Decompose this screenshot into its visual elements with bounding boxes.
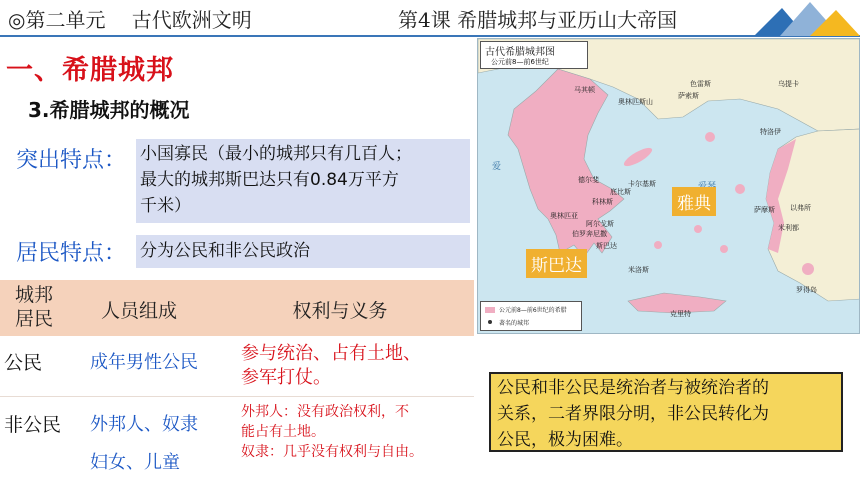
feature-line: 最大的城邦斯巴达只有0.84万平方: [140, 170, 399, 190]
row-rights: [241, 342, 421, 390]
unit-title: ◎第二单元 古代欧洲文明: [8, 8, 252, 32]
place-label: 以弗所: [790, 204, 811, 212]
rights-line: 参军打仗。: [241, 367, 331, 388]
sea-label: 爱: [492, 162, 502, 172]
map-title-box: [480, 41, 588, 69]
slide-header: [0, 0, 860, 38]
header-text: 城邦: [14, 284, 53, 306]
place-label: 德尔斐: [578, 176, 599, 184]
greek-city-states-map: [477, 38, 860, 334]
member-line: 外邦人、奴隶: [90, 414, 198, 435]
place-label: 斯巴达: [596, 242, 617, 250]
place-label: 米洛斯: [628, 266, 649, 274]
rights-line: 能占有土地。: [241, 424, 325, 440]
header-members: 人员组成: [100, 300, 177, 322]
legend-dot-icon: [488, 320, 492, 324]
note-line: 关系，二者界限分明，非公民转化为: [497, 404, 769, 424]
athens-callout: 雅典: [672, 187, 716, 216]
resident-box: 分为公民和非公民政治: [136, 235, 470, 268]
table-header: [0, 280, 474, 336]
header-city-residents: [4, 283, 64, 331]
header-text: 居民: [14, 308, 53, 330]
section-title: 一、希腊城邦: [6, 55, 174, 86]
place-label: 萨摩斯: [754, 206, 775, 214]
row-type-noncitizen: 非公民: [4, 414, 62, 436]
sparta-callout: 斯巴达: [526, 249, 587, 278]
header-divider: [0, 35, 860, 37]
place-label: 奥林匹亚: [550, 212, 578, 220]
lesson-title: 第4课 希腊城邦与亚历山大帝国: [398, 8, 678, 32]
place-label: 马其顿: [574, 86, 595, 94]
place-label: 色雷斯: [690, 80, 711, 88]
feature-label: 突出特点：: [16, 148, 127, 173]
mountain-decoration-icon: [744, 0, 860, 36]
rights-line: 外邦人：没有政治权利，不: [241, 404, 409, 420]
row-divider: [0, 396, 474, 397]
note-line: 公民，极为困难。: [497, 430, 633, 450]
place-label: 科林斯: [592, 198, 613, 206]
place-label: 伯罗奔尼撒: [572, 230, 607, 238]
row-members: 成年男性公民: [90, 352, 198, 373]
place-label: 卡尔基斯: [628, 180, 656, 188]
place-label: 特洛伊: [760, 128, 781, 136]
feature-line: 千米）: [140, 196, 191, 216]
place-label: 底比斯: [610, 188, 631, 196]
map-subtitle: 公元前8—前6世纪: [491, 58, 549, 66]
member-line: 妇女、儿童: [90, 452, 180, 473]
feature-line: 小国寡民（最小的城邦只有几百人；: [140, 144, 412, 164]
legend-text: 公元前8—前6世纪的希腊: [499, 307, 567, 314]
row-rights: [241, 402, 423, 462]
header-rights: 权利与义务: [292, 300, 388, 322]
rights-line: 参与统治、占有土地、: [241, 343, 421, 364]
place-label: 奥林匹斯山: [618, 98, 653, 106]
place-label: 罗得岛: [796, 286, 817, 294]
rights-line: 奴隶：几乎没有权利与自由。: [241, 444, 423, 460]
place-label: 萨索斯: [678, 92, 699, 100]
resident-label: 居民特点：: [16, 241, 127, 266]
citizen-table: [0, 280, 474, 484]
map-title: 古代希腊城邦图: [485, 47, 555, 58]
map-legend: [480, 301, 582, 331]
note-box: [489, 372, 843, 452]
place-label: 乌提卡: [778, 80, 799, 88]
row-members: [90, 406, 198, 482]
note-line: 公民和非公民是统治者与被统治者的: [497, 378, 769, 398]
place-label: 阿尔戈斯: [586, 220, 614, 228]
place-label: 克里特: [670, 310, 691, 318]
legend-text: 著名的城邦: [499, 320, 530, 327]
sub-title: 3.希腊城邦的概况: [28, 98, 190, 122]
feature-box: [136, 139, 470, 223]
place-label: 米利都: [778, 224, 799, 232]
row-type-citizen: 公民: [4, 352, 43, 374]
legend-swatch: [485, 307, 495, 313]
